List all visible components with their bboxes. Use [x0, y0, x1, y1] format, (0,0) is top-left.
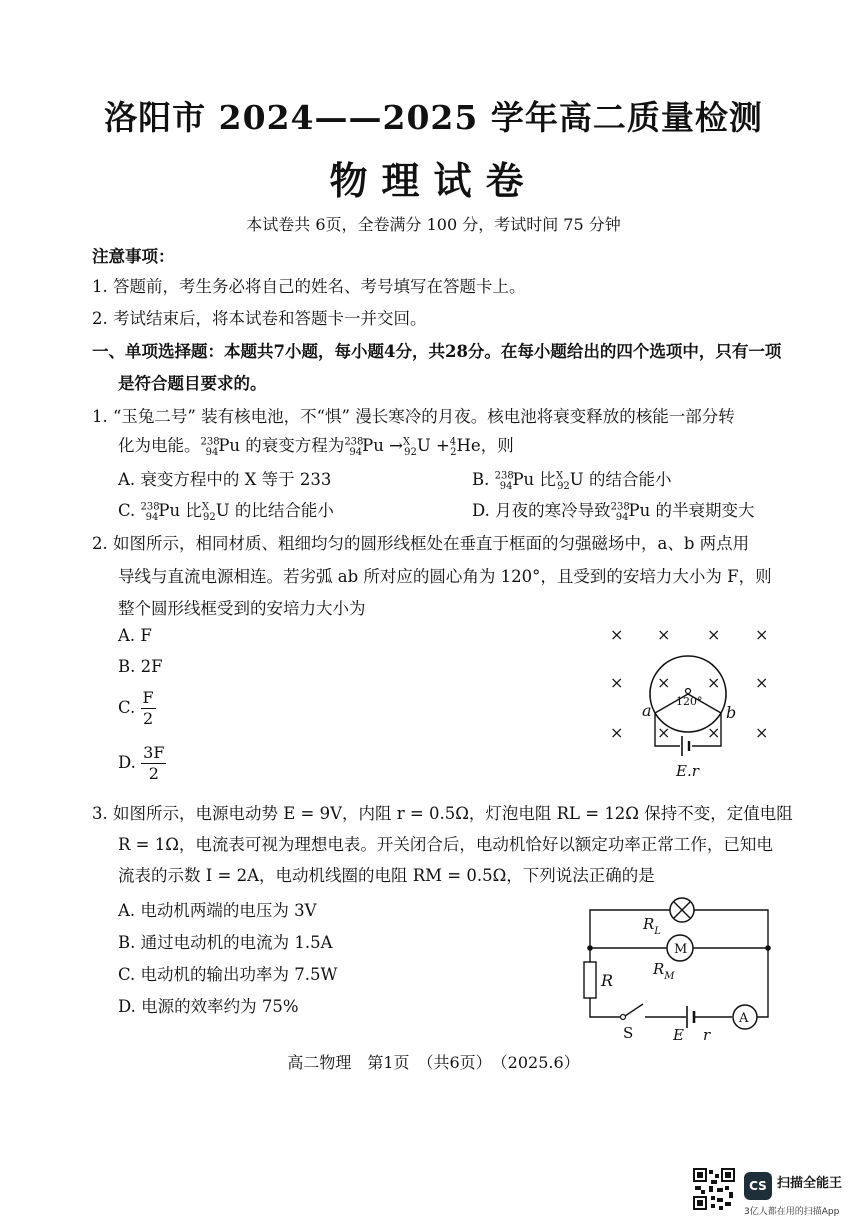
q2-stem-line2: 导线与直流电源相连。若劣弧 ab 所对应的圆心角为 120°，且受到的安培力大小为 F，则: [118, 567, 772, 586]
point-b-label: b: [726, 703, 737, 722]
angle-label: 120°: [676, 695, 703, 708]
q3-option-a: A. 电动机两端的电压为 3V: [118, 901, 317, 920]
magnetic-field-crosses: [610, 625, 768, 742]
q3-stem-line3: 流表的示数 I = 2A，电动机线圈的电阻 RM = 0.5Ω，下列说法正确的是: [118, 866, 655, 885]
q2-stem-line3: 整个圆形线框受到的安培力大小为: [118, 599, 366, 618]
svg-text:A: A: [739, 1011, 749, 1026]
svg-text:×: ×: [707, 625, 721, 644]
svg-text:×: ×: [707, 723, 721, 742]
q3-stem-line2: R = 1Ω，电流表可视为理想电表。开关闭合后，电动机恰好以额定功率正常工作，已知电: [118, 835, 773, 854]
svg-text:×: ×: [657, 625, 671, 644]
motor-label: $R_M$: [653, 960, 675, 982]
svg-text:×: ×: [657, 723, 671, 742]
scanner-app-tagline: 3亿人都在用的扫描App: [744, 1207, 840, 1217]
q1-option-b: B. $^{238}_{94}$Pu 比$^X_{92}$U 的结合能小: [472, 470, 672, 493]
q3-option-b: B. 通过电动机的电流为 1.5A: [118, 933, 333, 952]
svg-text:×: ×: [707, 673, 721, 692]
svg-text:×: ×: [755, 723, 769, 742]
section-heading-cont: 是符合题目要求的。: [118, 374, 267, 393]
exam-info: 本试卷共 6页，全卷满分 100 分，考试时间 75 分钟: [246, 215, 621, 234]
svg-text:×: ×: [610, 723, 624, 742]
q3-option-d: D. 电源的效率约为 75%: [118, 997, 299, 1016]
section-heading: 一、单项选择题：本题共7小题，每小题4分，共28分。在每小题给出的四个选项中，只有一项: [92, 342, 782, 361]
q1-stem-line1: 1. “玉兔二号” 装有核电池，不“惧” 漫长寒冷的月夜。核电池将衰变释放的核能一部分转: [92, 407, 735, 426]
q3-option-c: C. 电动机的输出功率为 7.5W: [118, 965, 338, 984]
svg-text:×: ×: [755, 625, 769, 644]
resistor-label: R: [601, 971, 614, 990]
notice-item-1: 1. 答题前，考生务必将自己的姓名、考号填写在答题卡上。: [92, 277, 526, 296]
q1-option-c: C. $^{238}_{94}$Pu 比$^X_{92}$U 的比结合能小: [118, 501, 334, 524]
svg-text:×: ×: [610, 625, 624, 644]
q1-option-a: A. 衰变方程中的 X 等于 233: [118, 470, 332, 489]
internal-resistance-label: r: [703, 1026, 711, 1042]
notice-heading: 注意事项：: [92, 247, 175, 266]
q3-circuit-figure: [575, 892, 775, 1042]
exam-title: 洛阳市 2024——2025 学年高二质量检测: [104, 98, 763, 137]
q2-stem-line1: 2. 如图所示，相同材质、粗细均匀的圆形线框处在垂直于框面的匀强磁场中，a、b 两点用: [92, 534, 750, 553]
point-a-label: a: [642, 701, 652, 720]
svg-text:M: M: [674, 942, 688, 957]
switch-label: S: [623, 1024, 634, 1042]
subject-title: 物理试卷: [329, 158, 538, 203]
q2-option-b: B. 2F: [118, 657, 163, 676]
q2-option-d: D. $\frac{3F}{2}$: [118, 743, 165, 783]
resistor-icon: [584, 962, 596, 998]
q1-option-d: D. 月夜的寒冷导致$^{238}_{94}$Pu 的半衰期变大: [472, 501, 755, 524]
lamp-label: $R_L$: [643, 915, 661, 937]
q2-option-a: A. F: [118, 626, 152, 645]
source-label: E.r: [676, 762, 699, 780]
notice-item-2: 2. 考试结束后，将本试卷和答题卡一并交回。: [92, 309, 427, 328]
svg-text:×: ×: [610, 673, 624, 692]
svg-text:×: ×: [755, 673, 769, 692]
qr-code-icon: [693, 1168, 735, 1210]
q3-stem-line1: 3. 如图所示，电源电动势 E = 9V，内阻 r = 0.5Ω，灯泡电阻 RL = 12Ω 保持不变，定值电阻: [92, 804, 793, 823]
switch-icon: [621, 1015, 626, 1020]
q1-stem-line2: 化为电能。$^{238}_{94}$Pu 的衰变方程为$^{238}_{94}$Pu →$^X_{92}$U +$^4_2$He，则: [118, 436, 514, 459]
svg-text:×: ×: [657, 673, 671, 692]
page-footer: 高二物理 第1页 （共6页） （2025.6）: [287, 1053, 580, 1072]
scanner-app-name: 扫描全能王: [777, 1176, 843, 1191]
q2-circuit-figure: [600, 618, 790, 788]
q2-option-c: C. $\frac{F}{2}$: [118, 688, 154, 728]
scanner-app-logo: CS: [744, 1172, 772, 1200]
emf-label: E: [673, 1026, 684, 1042]
